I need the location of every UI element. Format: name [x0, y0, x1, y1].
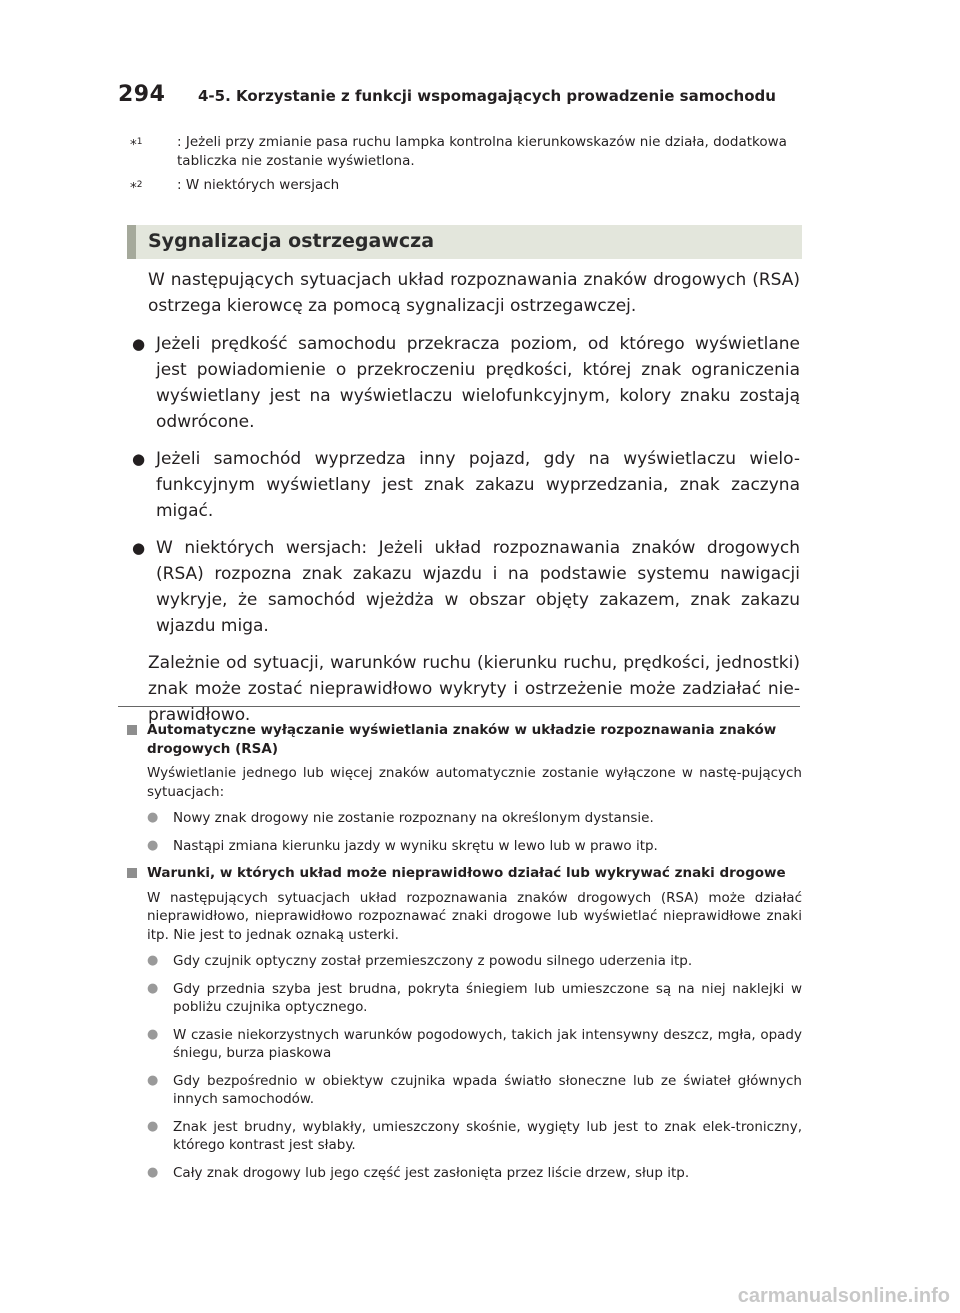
bullet-item: ● Jeżeli samochód wyprzedza inny pojazd, gdy na wyświetlaczu wielo-funkcyjnym wyświetlany jest znak zakazu wyprzedzania, znak zaczyna migać.: [132, 446, 800, 524]
note-heading: Warunki, w których układ może nieprawidłowo działać lub wykrywać znaki drogowe: [127, 864, 802, 883]
footnote-1: [130, 133, 802, 170]
section-body: [132, 267, 800, 740]
bullet-icon: ●: [147, 1072, 159, 1088]
footnote-2: [130, 176, 802, 198]
watermark: carmanualsonline.info: [737, 1285, 950, 1307]
note-body: W następujących sytuacjach układ rozpoznawania znaków drogowych (RSA) może działać nieprawidłowo, nieprawidłowo rozpoznawać znaki drogowe lub wyświetlać nieprawidłowe znaki itp. Nie jest to jednak oznaką usterki.: [147, 889, 802, 943]
footnotes: [130, 133, 802, 204]
bullet-icon: ●: [147, 1118, 159, 1134]
chapter-title: 4-5. Korzystanie z funkcji wspomagających prowadzenie samochodu: [198, 87, 776, 105]
note-bullet: ● Cały znak drogowy lub jego część jest zasłonięta przez liście drzew, słup itp.: [147, 1164, 690, 1181]
section-title: Sygnalizacja ostrzegawcza: [148, 230, 435, 252]
note-bullet: ● Nastąpi zmiana kierunku jazdy w wyniku skrętu w lewo lub w prawo itp.: [147, 837, 658, 854]
bullet-item: ● W niektórych wersjach: Jeżeli układ rozpoznawania znaków drogowych (RSA) rozpozna znak zakazu wjazdu i na podstawie systemu nawigacji wykryje, że samochód wjeżdża w obszar objęty zakazem, znak zakazu wjazdu miga.: [132, 535, 800, 639]
footnote-text: : W niektórych wersjach: [177, 177, 340, 193]
divider: [118, 706, 800, 707]
bullet-icon: ●: [147, 953, 159, 968]
note-bullet: ● Nowy znak drogowy nie zostanie rozpoznany na określonym dystansie.: [147, 810, 654, 826]
bullet-icon: ●: [132, 335, 146, 353]
bullet-icon: ●: [147, 810, 159, 825]
note-body: Wyświetlanie jednego lub więcej znaków automatycznie zostanie wyłączone w nastę-pujących sytuacjach:: [147, 765, 802, 800]
page-header: [118, 82, 776, 107]
square-icon: [127, 868, 137, 878]
footnote-text: : Jeżeli przy zmianie pasa ruchu lampka kontrolna kierunkowskazów nie działa, dodatkowa tabliczka nie zostanie wyświetlona.: [177, 134, 787, 169]
bullet-icon: ●: [147, 1026, 159, 1042]
footnote-marker: *$^1$: [130, 137, 143, 153]
note-bullet: ● Gdy przednia szyba jest brudna, pokryta śniegiem lub umieszczone są na niej naklejki w pobliżu czujnika optycznego.: [147, 980, 802, 1015]
section-outro: Zależnie od sytuacji, warunków ruchu (kierunku ruchu, prędkości, jednostki) znak może zostać nieprawidłowo wykryty i ostrzeżenie może zadziałać nie-prawidłowo.: [148, 653, 800, 725]
notes: [127, 721, 802, 1191]
bullet-icon: ●: [147, 980, 159, 996]
note-bullet: ● Gdy czujnik optyczny został przemieszczony z powodu silnego uderzenia itp.: [147, 953, 693, 969]
page-number: 294: [118, 82, 166, 107]
note-bullet: ● Znak jest brudny, wyblakły, umieszczony skośnie, wygięty lub jest to znak elek-troniczny, którego kontrast jest słaby.: [147, 1118, 802, 1153]
footnote-marker: *$^2$: [130, 180, 143, 196]
section-title-bar: [127, 225, 802, 259]
note-heading: Automatyczne wyłączanie wyświetlania znaków w układzie rozpoznawania znaków drogowych (RSA): [127, 721, 802, 758]
bullet-icon: ●: [147, 1164, 159, 1180]
section-intro: W następujących sytuacjach układ rozpoznawania znaków drogowych (RSA) ostrzega kierowcę za pomocą sygnalizacji ostrzegawczej.: [148, 270, 800, 316]
note-bullet: ● W czasie niekorzystnych warunków pogodowych, takich jak intensywny deszcz, mgła, opady śniegu, burza piaskowa: [147, 1026, 802, 1061]
bullet-icon: ●: [132, 450, 146, 468]
note-bullet: ● Gdy bezpośrednio w obiektyw czujnika wpada światło słoneczne lub ze świateł głównych innych samochodów.: [147, 1072, 802, 1107]
square-icon: [127, 725, 137, 735]
bullet-item: ● Jeżeli prędkość samochodu przekracza poziom, od którego wyświetlane jest powiadomienie o przekroczeniu prędkości, której znak ograniczenia wyświetlany jest na wyświetlaczu wielofunkcyjnym, kolory znaku zostają odwrócone.: [132, 331, 800, 435]
bullet-icon: ●: [132, 539, 146, 557]
bullet-icon: ●: [147, 837, 159, 853]
